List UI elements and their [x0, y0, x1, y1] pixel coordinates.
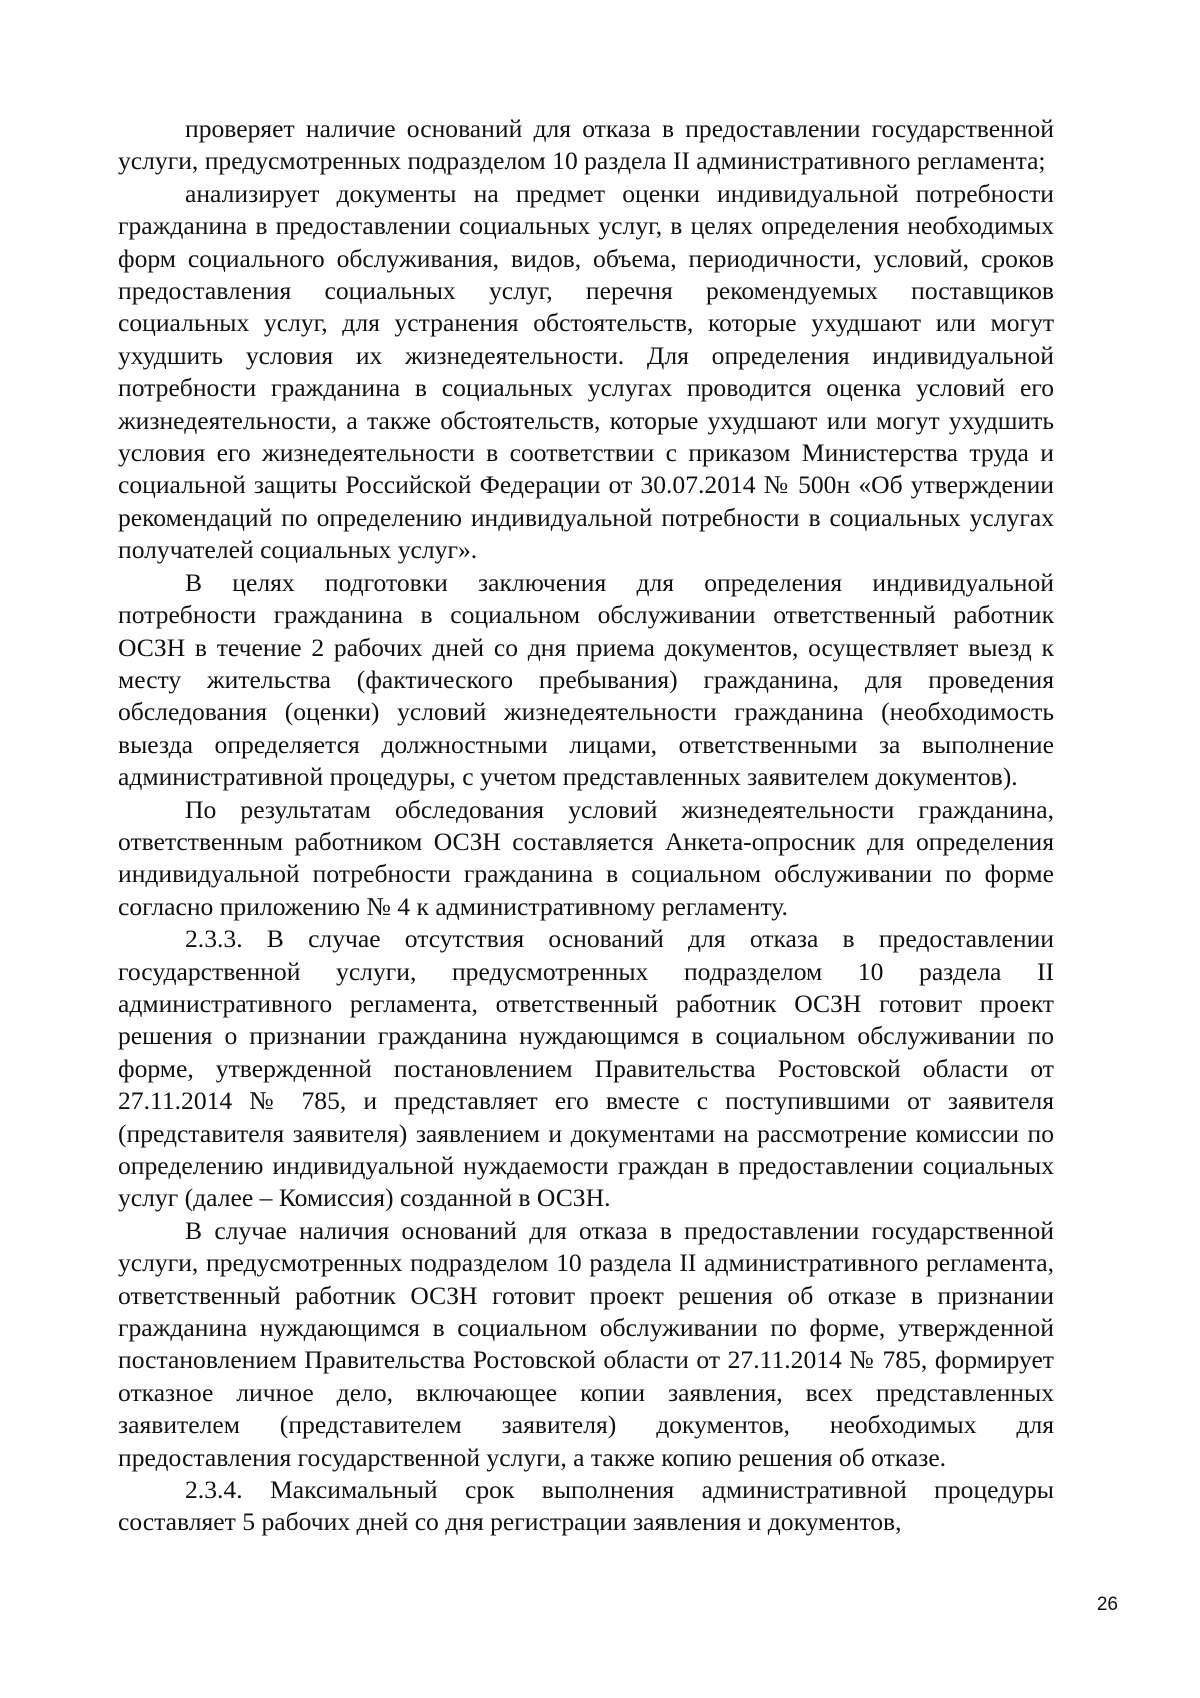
paragraph-5: 2.3.3. В случае отсутствия оснований для отказа в предоставлении государственной услуги, предусмотренных подразделом 10 раздела II административного регламента, ответственный работник ОСЗН готовит проект решения о признании гражданина нуждающимся в социальном обслуживании по форме, утвержденной постановлением Правительства Ростовской области от 27.11.2014 № 785, и представляет его вместе с поступившими от заявителя (представителя заявителя) заявлением и документами на рассмотрение комиссии по определению индивидуальной нуждаемости граждан в предоставлении социальных услуг (далее – Комиссия) созданной в ОСЗН.	[118, 924, 1054, 1213]
paragraph-3: В целях подготовки заключения для определения индивидуальной потребности гражданина в социальном обслуживании ответственный работник ОСЗН в течение 2 рабочих дней со дня приема документов, осуществляет выезд к месту жительства (фактического пребывания) гражданина, для проведения обследования (оценки) условий жизнедеятельности гражданина (необходимость выезда определяется должностными лицами, ответственными за выполнение административной процедуры, с учетом представленных заявителем документов).	[118, 567, 1054, 792]
paragraph-6: В случае наличия оснований для отказа в предоставлении государственной услуги, предусмотренных подразделом 10 раздела II административного регламента, ответственный работник ОСЗН готовит проект решения об отказе в признании гражданина нуждающимся в социальном обслуживании по форме, утвержденной постановлением Правительства Ростовской области от 27.11.2014 № 785, формирует отказное личное дело, включающее копии заявления, всех представленных заявителем (представителем заявителя) документов, необходимых для предоставления государственной услуги, а также копию решения об отказе.	[118, 1215, 1054, 1472]
paragraph-7: 2.3.4. Максимальный срок выполнения административной процедуры составляет 5 рабочих дней со дня регистрации заявления и документов,	[118, 1475, 1054, 1537]
paragraph-4: По результатам обследования условий жизнедеятельности гражданина, ответственным работником ОСЗН составляется Анкета-опросник для определения индивидуальной потребности гражданина в социальном обслуживании по форме согласно приложению № 4 к административному регламенту.	[118, 794, 1054, 921]
document-body	[118, 113, 1054, 1539]
page-number: 26	[1096, 1594, 1118, 1615]
paragraph-2: анализирует документы на предмет оценки индивидуальной потребности гражданина в предоставлении социальных услуг, в целях определения необходимых форм социального обслуживания, видов, объема, периодичности, условий, сроков предоставления социальных услуг, перечня рекомендуемых поставщиков социальных услуг, для устранения обстоятельств, которые ухудшают или могут ухудшить условия их жизнедеятельности. Для определения индивидуальной потребности гражданина в социальных услугах проводится оценка условий его жизнедеятельности, а также обстоятельств, которые ухудшают или могут ухудшить условия его жизнедеятельности в соответствии с приказом Министерства труда и социальной защиты Российской Федерации от 30.07.2014 № 500н «Об утверждении рекомендаций по определению индивидуальной потребности в социальных услугах получателей социальных услуг».	[118, 178, 1054, 565]
paragraph-1: проверяет наличие оснований для отказа в предоставлении государственной услуги, предусмотренных подразделом 10 раздела II административного регламента;	[118, 114, 1054, 176]
